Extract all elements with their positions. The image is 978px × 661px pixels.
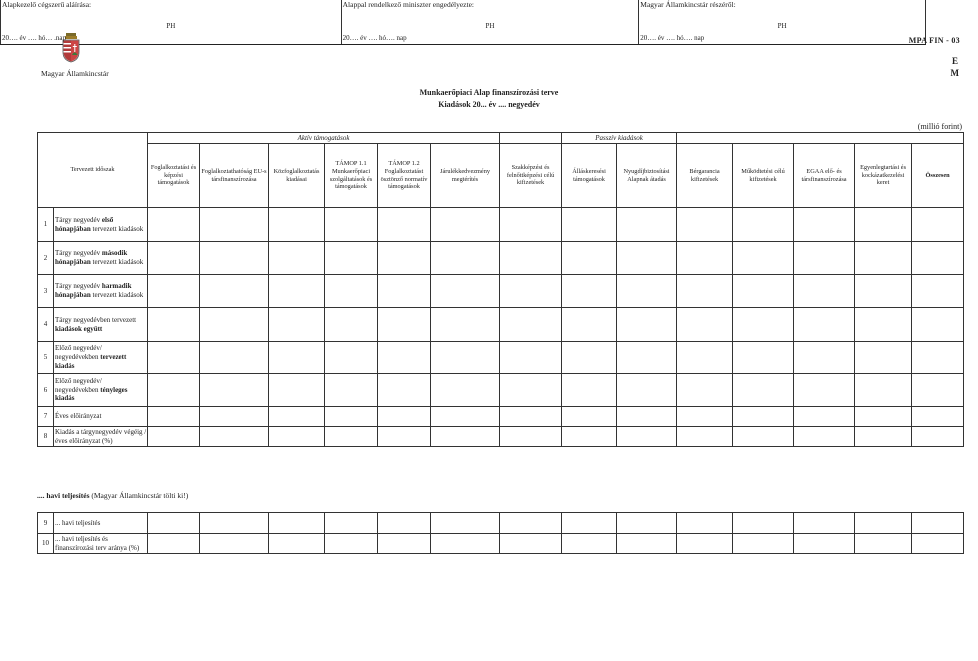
- column-header: Járulékkedvezmény megtérítés: [431, 144, 500, 208]
- input-cell[interactable]: [562, 308, 617, 342]
- input-cell[interactable]: [269, 407, 325, 427]
- column-header: Foglalkoztatási és képzési támogatások: [148, 144, 200, 208]
- input-cell[interactable]: [500, 308, 562, 342]
- header-group-row: [38, 133, 964, 144]
- row-number: 10: [38, 534, 54, 554]
- input-cell[interactable]: [912, 427, 964, 447]
- input-cell[interactable]: [677, 275, 733, 308]
- input-cell[interactable]: [200, 513, 269, 534]
- input-cell[interactable]: [325, 374, 378, 407]
- signature-minister[interactable]: [341, 0, 639, 44]
- input-cell[interactable]: [378, 242, 431, 275]
- input-cell[interactable]: [562, 342, 617, 374]
- monthly-performance-table: [37, 512, 964, 554]
- row-label-pre: Kiadás a tárgynegyedév végéig / éves előirányzat (%): [55, 427, 147, 445]
- input-cell[interactable]: [431, 374, 500, 407]
- input-cell[interactable]: [148, 513, 200, 534]
- row-label-pre: Tárgy negyedévben tervezett: [55, 315, 137, 324]
- table-row: [38, 513, 964, 534]
- input-cell[interactable]: [378, 513, 431, 534]
- input-cell[interactable]: [562, 242, 617, 275]
- row-number: 8: [38, 427, 54, 447]
- input-cell[interactable]: [500, 427, 562, 447]
- input-cell[interactable]: [562, 513, 617, 534]
- input-cell[interactable]: [269, 308, 325, 342]
- input-cell[interactable]: [148, 275, 200, 308]
- row-label-pre: Tárgy negyedév: [55, 215, 102, 224]
- header-spacer: [500, 133, 562, 144]
- input-cell[interactable]: [148, 242, 200, 275]
- input-cell[interactable]: [677, 534, 733, 554]
- column-header: Bérgarancia kifizetések: [677, 144, 733, 208]
- table-row: [38, 275, 964, 308]
- table-row: [38, 208, 964, 242]
- input-cell[interactable]: [148, 427, 200, 447]
- input-cell[interactable]: [431, 407, 500, 427]
- input-cell[interactable]: [855, 407, 912, 427]
- monthly-performance-heading: [37, 491, 188, 500]
- row-label-pre: Előző negyedév/ negyedévekben: [55, 344, 102, 362]
- signature-block: [0, 0, 926, 45]
- signature-date: 20…. év …. hó…. nap: [640, 33, 705, 42]
- input-cell[interactable]: [855, 208, 912, 242]
- column-header: Egyenlegtartási és kockázatkezelési keret: [855, 144, 912, 208]
- row-number: 5: [38, 342, 54, 374]
- input-cell[interactable]: [500, 513, 562, 534]
- input-cell[interactable]: [378, 342, 431, 374]
- input-cell[interactable]: [378, 374, 431, 407]
- input-cell[interactable]: [378, 275, 431, 308]
- input-cell[interactable]: [269, 242, 325, 275]
- input-cell[interactable]: [677, 427, 733, 447]
- input-cell[interactable]: [733, 407, 794, 427]
- input-cell[interactable]: [562, 208, 617, 242]
- input-cell[interactable]: [794, 407, 855, 427]
- header-column-row: [38, 144, 964, 208]
- input-cell[interactable]: [562, 275, 617, 308]
- column-header: TÁMOP 1.1 Munkaerőpiaci szolgáltatások és támogatások: [325, 144, 378, 208]
- header-spacer: [677, 133, 964, 144]
- input-cell[interactable]: [325, 308, 378, 342]
- input-cell[interactable]: [733, 275, 794, 308]
- input-cell[interactable]: [617, 407, 677, 427]
- input-cell[interactable]: [733, 513, 794, 534]
- input-cell[interactable]: [617, 275, 677, 308]
- input-cell[interactable]: [733, 534, 794, 554]
- input-cell[interactable]: [269, 374, 325, 407]
- input-cell[interactable]: [200, 275, 269, 308]
- input-cell[interactable]: [617, 342, 677, 374]
- row-label-post: tervezett kiadások: [90, 291, 144, 299]
- input-cell[interactable]: [733, 242, 794, 275]
- table-row: [38, 534, 964, 554]
- row-number: 7: [38, 407, 54, 427]
- input-cell[interactable]: [269, 208, 325, 242]
- row-label-post: tervezett kiadások: [90, 224, 144, 233]
- row-number: 1: [38, 208, 54, 242]
- input-cell[interactable]: [912, 208, 964, 242]
- row-label: [54, 427, 148, 447]
- row-label-pre: Tárgy negyedév: [55, 249, 102, 258]
- input-cell[interactable]: [148, 342, 200, 374]
- row-label-pre: Éves előirányzat: [55, 412, 102, 421]
- input-cell[interactable]: [562, 427, 617, 447]
- input-cell[interactable]: [200, 208, 269, 242]
- input-cell[interactable]: [794, 513, 855, 534]
- input-cell[interactable]: [677, 242, 733, 275]
- passive-expenses-group-header: Passzív kiadások: [562, 133, 677, 144]
- form-subtitle: Kiadások 20... év .... negyedév: [438, 100, 540, 109]
- row-label-bold: harmadik hónapjában: [55, 282, 132, 299]
- signature-title: Alapkezelő cégszerű aláírása:: [2, 0, 92, 9]
- input-cell[interactable]: [794, 534, 855, 554]
- row-label: [54, 308, 148, 342]
- input-cell[interactable]: [269, 427, 325, 447]
- organization-name: Magyar Államkincstár: [41, 69, 109, 78]
- input-cell[interactable]: [378, 427, 431, 447]
- input-cell[interactable]: [431, 308, 500, 342]
- signature-fund-manager[interactable]: [1, 0, 342, 44]
- input-cell[interactable]: [912, 407, 964, 427]
- input-cell[interactable]: [325, 534, 378, 554]
- input-cell[interactable]: [794, 208, 855, 242]
- input-cell[interactable]: [500, 534, 562, 554]
- column-header: EGAA elő- és társfinanszírozása: [794, 144, 855, 208]
- input-cell[interactable]: [794, 242, 855, 275]
- signature-treasury[interactable]: [639, 0, 926, 44]
- signature-title: Magyar Államkincstár részéről:: [640, 0, 736, 9]
- input-cell[interactable]: [617, 242, 677, 275]
- input-cell[interactable]: [500, 275, 562, 308]
- table-row: [38, 374, 964, 407]
- input-cell[interactable]: [617, 513, 677, 534]
- input-cell[interactable]: [200, 374, 269, 407]
- input-cell[interactable]: [200, 242, 269, 275]
- input-cell[interactable]: [431, 342, 500, 374]
- column-header: Működtetési célú kifizetések: [733, 144, 794, 208]
- input-cell[interactable]: [200, 342, 269, 374]
- input-cell[interactable]: [855, 275, 912, 308]
- input-cell[interactable]: [148, 208, 200, 242]
- input-cell[interactable]: [912, 513, 964, 534]
- row-label-bold: tervezett kiadás: [55, 353, 127, 370]
- row-label: [54, 407, 148, 427]
- input-cell[interactable]: [677, 308, 733, 342]
- signature-title: Alappal rendelkező miniszter engedélyezte:: [342, 0, 475, 9]
- input-cell[interactable]: [378, 407, 431, 427]
- input-cell[interactable]: [617, 208, 677, 242]
- input-cell[interactable]: [325, 275, 378, 308]
- input-cell[interactable]: [733, 208, 794, 242]
- signature-date: 20…. év …. hó… .nap: [2, 33, 66, 42]
- input-cell[interactable]: [733, 427, 794, 447]
- row-number: 4: [38, 308, 54, 342]
- monthly-heading-title: .... havi teljesítés: [37, 491, 90, 500]
- input-cell[interactable]: [855, 534, 912, 554]
- form-code: MPA FIN - 03: [908, 36, 960, 45]
- input-cell[interactable]: [855, 513, 912, 534]
- input-cell[interactable]: [677, 407, 733, 427]
- column-header: Közfoglalkoztatás kiadásai: [269, 144, 325, 208]
- input-cell[interactable]: [617, 534, 677, 554]
- stamp-placeholder: PH: [166, 22, 176, 30]
- table-row: [38, 427, 964, 447]
- row-label-bold: kiadások együtt: [55, 324, 103, 333]
- input-cell[interactable]: [562, 534, 617, 554]
- input-cell[interactable]: [325, 242, 378, 275]
- input-cell[interactable]: [855, 427, 912, 447]
- input-cell[interactable]: [794, 308, 855, 342]
- table-row: [38, 407, 964, 427]
- input-cell[interactable]: [855, 342, 912, 374]
- input-cell[interactable]: [431, 208, 500, 242]
- input-cell[interactable]: [562, 407, 617, 427]
- input-cell[interactable]: [733, 374, 794, 407]
- input-cell[interactable]: [617, 374, 677, 407]
- input-cell[interactable]: [431, 513, 500, 534]
- input-cell[interactable]: [677, 208, 733, 242]
- input-cell[interactable]: [733, 308, 794, 342]
- input-cell[interactable]: [378, 534, 431, 554]
- column-header: Álláskeresési támogatások: [562, 144, 617, 208]
- table-row: [38, 308, 964, 342]
- input-cell[interactable]: [500, 407, 562, 427]
- active-support-group-header: Aktív támogatások: [148, 133, 500, 144]
- form-title: Munkaerőpiaci Alap finanszírozási terve: [419, 88, 559, 97]
- row-label-bold: tényleges kiadás: [55, 385, 128, 403]
- financing-plan-table: [37, 132, 964, 447]
- monthly-heading-note: (Magyar Államkincstár tölti ki!): [89, 491, 189, 500]
- input-cell[interactable]: [562, 374, 617, 407]
- input-cell[interactable]: [912, 275, 964, 308]
- input-cell[interactable]: [378, 308, 431, 342]
- input-cell[interactable]: [912, 534, 964, 554]
- column-header: Foglalkoztathatóság EU-s társfinanszírozása: [200, 144, 269, 208]
- input-cell[interactable]: [200, 534, 269, 554]
- input-cell[interactable]: [269, 513, 325, 534]
- row-number: 3: [38, 275, 54, 308]
- row-label-bold: első hónapjában: [55, 215, 114, 233]
- input-cell[interactable]: [912, 342, 964, 374]
- input-cell[interactable]: [431, 242, 500, 275]
- input-cell[interactable]: [431, 534, 500, 554]
- row-label: [54, 342, 148, 374]
- input-cell[interactable]: [431, 427, 500, 447]
- column-header: TÁMOP 1.2 Foglalkoztatást ösztönző normatív támogatások: [378, 144, 431, 208]
- row-label: [54, 208, 148, 242]
- stamp-placeholder: PH: [485, 22, 495, 30]
- input-cell[interactable]: [500, 242, 562, 275]
- input-cell[interactable]: [794, 275, 855, 308]
- row-label: [54, 275, 148, 308]
- input-cell[interactable]: [325, 342, 378, 374]
- input-cell[interactable]: [148, 407, 200, 427]
- input-cell[interactable]: [148, 374, 200, 407]
- input-cell[interactable]: [500, 342, 562, 374]
- form-code-e: E: [951, 56, 958, 66]
- input-cell[interactable]: [855, 242, 912, 275]
- signature-date: 20…. év …. hó…. nap: [342, 33, 407, 42]
- input-cell[interactable]: [148, 534, 200, 554]
- input-cell[interactable]: [200, 308, 269, 342]
- stamp-placeholder: PH: [777, 22, 787, 30]
- unit-label: (millió forint): [917, 122, 962, 131]
- row-label: [54, 242, 148, 275]
- row-label: [54, 374, 148, 407]
- row-label-bold: második hónapjában: [55, 249, 128, 266]
- row-label: ... havi teljesítés és finanszírozási terv aránya (%): [54, 534, 148, 554]
- table-row: [38, 242, 964, 275]
- input-cell[interactable]: [912, 374, 964, 407]
- input-cell[interactable]: [912, 308, 964, 342]
- input-cell[interactable]: [378, 208, 431, 242]
- input-cell[interactable]: [677, 513, 733, 534]
- input-cell[interactable]: [677, 374, 733, 407]
- row-label-post: tervezett kiadások: [90, 258, 144, 266]
- input-cell[interactable]: [325, 407, 378, 427]
- input-cell[interactable]: [500, 208, 562, 242]
- input-cell[interactable]: [912, 242, 964, 275]
- input-cell[interactable]: [794, 427, 855, 447]
- row-number: 6: [38, 374, 54, 407]
- input-cell[interactable]: [269, 342, 325, 374]
- period-header: Tervezett időszak: [38, 133, 148, 208]
- input-cell[interactable]: [733, 342, 794, 374]
- input-cell[interactable]: [431, 275, 500, 308]
- input-cell[interactable]: [325, 427, 378, 447]
- input-cell[interactable]: [269, 534, 325, 554]
- input-cell[interactable]: [677, 342, 733, 374]
- table-row: [38, 342, 964, 374]
- row-label-pre: Előző negyedév/ negyedévekben: [55, 376, 102, 394]
- input-cell[interactable]: [500, 374, 562, 407]
- input-cell[interactable]: [794, 374, 855, 407]
- input-cell[interactable]: [617, 308, 677, 342]
- input-cell[interactable]: [617, 427, 677, 447]
- input-cell[interactable]: [200, 427, 269, 447]
- input-cell[interactable]: [269, 275, 325, 308]
- column-header: Szakképzési és felnőttképzési célú kifizetések: [500, 144, 562, 208]
- row-number: 2: [38, 242, 54, 275]
- row-label-pre: Tárgy negyedév: [55, 282, 102, 291]
- column-header-total: Összesen: [912, 144, 964, 208]
- form-code-m: M: [950, 68, 959, 78]
- input-cell[interactable]: [200, 407, 269, 427]
- column-header: Nyugdíjbiztosítási Alapnak átadás: [617, 144, 677, 208]
- input-cell[interactable]: [794, 342, 855, 374]
- row-number: 9: [38, 513, 54, 534]
- input-cell[interactable]: [855, 374, 912, 407]
- input-cell[interactable]: [855, 308, 912, 342]
- row-label: ... havi teljesítés: [54, 513, 148, 534]
- input-cell[interactable]: [148, 308, 200, 342]
- input-cell[interactable]: [325, 513, 378, 534]
- input-cell[interactable]: [325, 208, 378, 242]
